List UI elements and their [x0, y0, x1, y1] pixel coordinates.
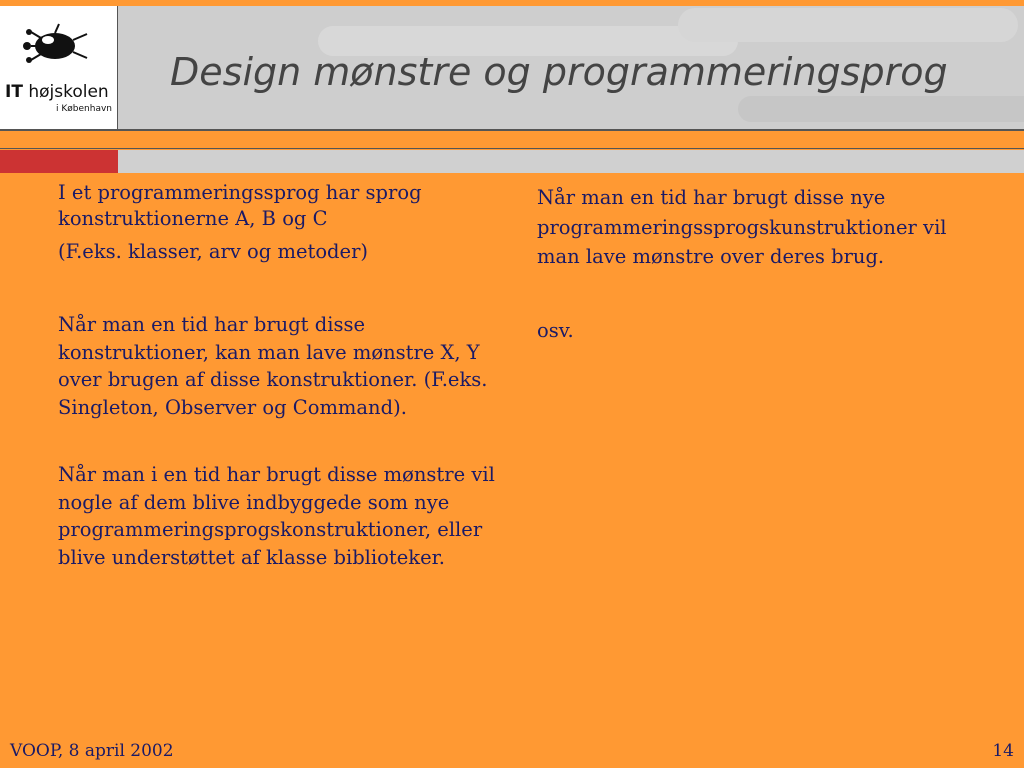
slide-title: Design mønstre og programmeringsprog	[170, 50, 948, 94]
logo-name-bold: IT	[5, 82, 23, 102]
logo-bug-icon	[15, 22, 95, 68]
header-orange-band	[118, 131, 1024, 148]
logo-name	[5, 82, 115, 102]
left-paragraph-3: Når man i en tid har brugt disse mønstre vil nogle af dem blive indbyggede som nye programmeringsprogskonstruktioner, eller blive understøttet af klasse biblioteker.	[58, 463, 495, 569]
top-strip	[0, 0, 1024, 5]
logo	[0, 6, 118, 130]
grey-band	[118, 150, 1024, 173]
page-number: 14	[992, 741, 1014, 761]
left-column	[58, 180, 508, 598]
left-paragraph-1b: (F.eks. klasser, arv og metoder)	[58, 240, 369, 263]
right-paragraph-2: osv.	[537, 318, 574, 342]
accent-red-block	[0, 150, 118, 173]
left-paragraph-2: Når man en tid har brugt disse konstruktioner, kan man lave mønstre X, Y over brugen af disse konstruktioner. (F.eks. Singleton, Observer og Command).	[58, 313, 488, 419]
header-decoration	[738, 96, 1024, 122]
logo-subtitle: i København	[56, 104, 112, 114]
right-paragraph-1: Når man en tid har brugt disse nye programmeringssprogskunstruktioner vil man lave mønstre over deres brug.	[537, 186, 947, 268]
header-decoration	[678, 8, 1018, 42]
left-paragraph-1: I et programmeringssprog har sprog konstruktionerne A, B og C	[58, 181, 422, 230]
header-divider	[0, 148, 1024, 149]
right-column	[537, 183, 987, 374]
footer-date: VOOP, 8 april 2002	[10, 741, 174, 761]
logo-name-rest: højskolen	[22, 82, 109, 102]
